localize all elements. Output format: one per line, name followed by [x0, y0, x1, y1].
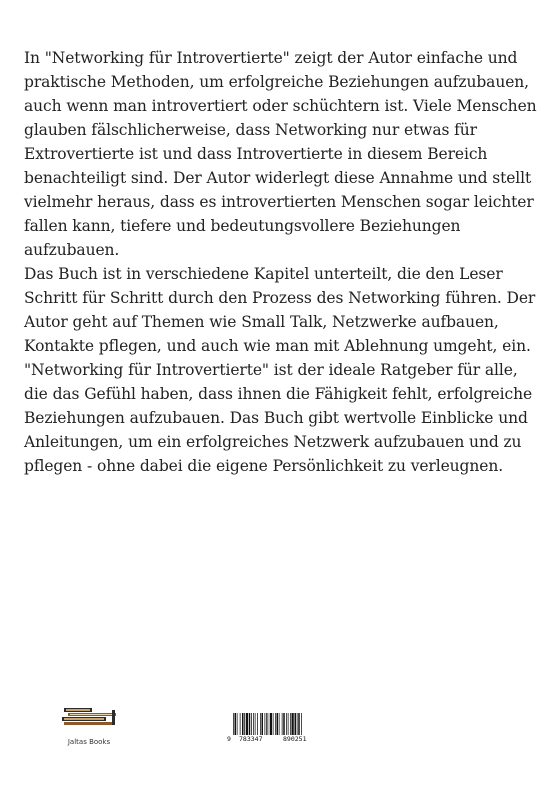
barcode-bar	[279, 713, 280, 737]
barcode-digits-right: 890251	[283, 735, 307, 743]
barcode-bar	[283, 713, 285, 737]
barcode-bar	[251, 713, 252, 737]
stacked-books-icon	[56, 696, 122, 736]
barcode-lead-digit: 9	[227, 735, 231, 743]
barcode-bar	[295, 713, 297, 737]
book-standing	[64, 722, 114, 725]
barcode-bar	[288, 713, 289, 737]
book-bottom-pages	[64, 718, 104, 720]
barcode-bar	[233, 713, 234, 737]
barcode-bar	[275, 713, 276, 737]
book-description	[24, 46, 544, 478]
book-middle-pages	[70, 714, 114, 715]
barcode-bar	[244, 713, 245, 737]
barcode-digits-left: 783347	[239, 735, 263, 743]
barcode-bar	[282, 713, 283, 737]
barcode-bar	[290, 713, 291, 737]
description-paragraph: Das Buch ist in verschiedene Kapitel unterteilt, die den Leser Schritt für Schritt durch den Prozess des Networking führen. Der Autor geht auf Themen wie Small Talk, Netzwerke aufbauen, Kontakte pflegen, und auch wie man mit Ablehnung umgeht, ein.	[24, 265, 536, 355]
barcode-bar	[255, 713, 256, 737]
barcode-bar	[301, 713, 302, 737]
barcode-bars	[227, 713, 331, 737]
description-paragraph: In "Networking für Introvertierte" zeigt der Autor einfache und praktische Methoden, um erfolgreiche Beziehungen aufzubauen, auch wenn man introvertiert oder schüchtern ist. Viele Menschen glauben fälschlicherweise, dass Networking nur etwas für Extrovertierte ist und dass Introvertierte in diesem Bereich benachteiligt sind. Der Autor widerlegt diese Annahme und stellt vielmehr heraus, dass es introvertierten Menschen sogar leichter fallen kann, tiefere und bedeutungsvollere Beziehungen aufzubauen.	[24, 49, 537, 259]
publisher-name: Jaltas Books	[67, 738, 111, 746]
barcode-bar	[237, 713, 238, 737]
barcode-bar	[266, 713, 267, 737]
barcode-bar	[257, 713, 258, 737]
barcode-digits	[227, 735, 331, 743]
barcode-bar	[297, 713, 298, 737]
barcode-bar	[235, 713, 237, 737]
barcode-bar	[273, 713, 274, 737]
book-top-pages	[66, 709, 90, 711]
barcode-bar	[270, 713, 272, 737]
isbn-barcode	[227, 713, 331, 743]
barcode-bar	[286, 713, 287, 737]
description-paragraph: "Networking für Introvertierte" ist der ideale Ratgeber für alle, die das Gefühl haben, dass ihnen die Fähigkeit fehlt, erfolgreiche Beziehungen aufzubauen. Das Buch gibt wertvolle Einblicke und Anleitungen, um ein erfolgreiches Netzwerk aufzubauen und zu pflegen - ohne dabei die eigene Persönlichkeit zu verleugnen.	[24, 361, 533, 475]
barcode-bar	[260, 713, 261, 737]
barcode-bar	[246, 713, 248, 737]
barcode-bar	[298, 713, 300, 737]
book-standing-edge	[112, 710, 115, 725]
barcode-bar	[242, 713, 244, 737]
barcode-bar	[277, 713, 279, 737]
barcode-bar	[265, 713, 266, 737]
barcode-bar	[249, 713, 251, 737]
barcode-bar	[240, 713, 241, 737]
publisher-logo	[56, 696, 122, 748]
barcode-bar	[268, 713, 269, 737]
barcode-bar	[262, 713, 264, 737]
barcode-bar	[292, 713, 294, 737]
barcode-bar	[253, 713, 254, 737]
